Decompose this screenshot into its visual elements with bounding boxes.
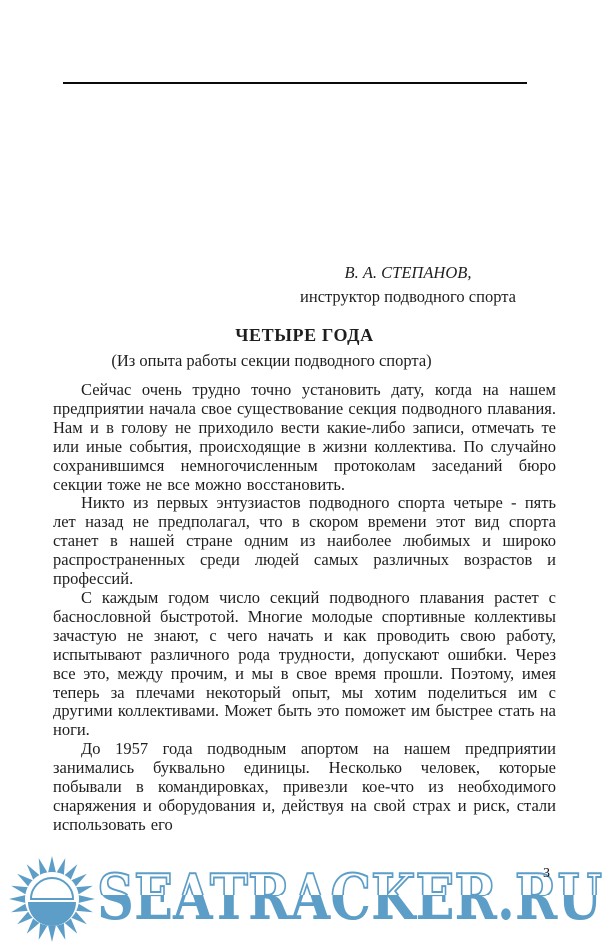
watermark-wordmark [97, 860, 602, 934]
sun-over-sea-icon [9, 856, 95, 942]
article-subtitle: (Из опыта работы секции подводного спорта) [111, 351, 432, 370]
article-title: ЧЕТЫРЕ ГОДА [235, 325, 374, 345]
seatracker-watermark [0, 855, 610, 944]
header-rule [63, 82, 527, 84]
author-role: инструктор подводного спорта [300, 286, 516, 306]
paragraph: До 1957 года подводным апортом на нашем предприятии занимались буквально единицы. Несколько человек, которые побывали в командировках, привезли кое-что из необходимого снаряжения и оборудования и, действуя на свой страх и риск, стали использовать его [53, 739, 556, 834]
paragraph: Никто из первых энтузиастов подводного спорта четыре - пять лет назад не предполагал, что в скором времени этот вид спорта станет в нашей стране одним из наиболее любимых и широко распространенных среди людей самых различных возрастов и профессий. [53, 493, 556, 589]
paragraph: С каждым годом число секций подводного плавания растет с баснословной быстротой. Многие молодые спортивные коллективы зачастую не знают, с чего начать и как проводить свою работу, испытывают различного рода трудности, допускают ошибки. Через все это, между прочим, и мы в свое время прошли. Поэтому, имея теперь за плечами некоторый опыт, мы хотим поделиться им с другими коллективами. Может быть это поможет им быстрее стать на ноги. [53, 587, 556, 740]
article-body [53, 381, 556, 835]
author-block [277, 261, 539, 308]
paragraph: Сейчас очень трудно точно установить дату, когда на нашем предприятии начала свое существование секция подводного плавания. Нам и в голову не приходило вести какие-либо записи, отмечать те или иные события, происходящие в жизни коллектива. По случайно сохранившимся немногочисленным протоколам заседаний бюро секции тоже не все можно восстановить. [53, 380, 556, 494]
page-number: 3 [543, 866, 550, 881]
author-name: В. А. СТЕПАНОВ, [344, 263, 472, 282]
